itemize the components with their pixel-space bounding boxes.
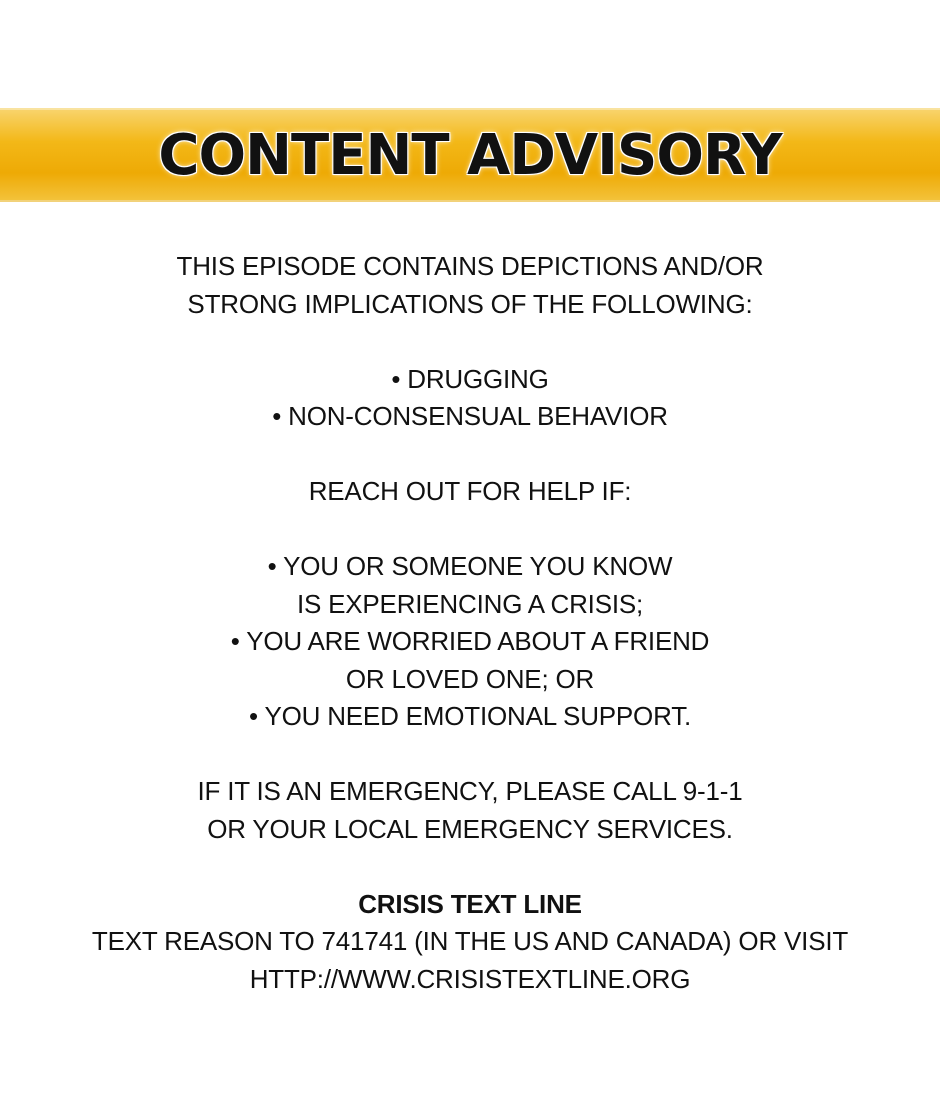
help-line: • YOU OR SOMEONE YOU KNOW — [267, 551, 673, 581]
advisory-banner — [0, 108, 940, 202]
spacer — [0, 323, 940, 361]
help-line: IS EXPERIENCING A CRISIS; — [296, 588, 644, 619]
help-line: OR LOVED ONE; OR — [345, 663, 595, 694]
crisis-text-line-title: CRISIS TEXT LINE — [358, 888, 582, 919]
help-line: • YOU ARE WORRIED ABOUT A FRIEND — [230, 626, 710, 656]
intro-line-2: STRONG IMPLICATIONS OF THE FOLLOWING: — [187, 288, 753, 319]
crisis-url: HTTP://WWW.CRISISTEXTLINE.ORG — [249, 963, 691, 994]
banner-title: CONTENT ADVISORY — [158, 123, 782, 188]
help-heading: REACH OUT FOR HELP IF: — [308, 476, 632, 506]
advisory-body — [0, 248, 940, 998]
spacer — [0, 736, 940, 774]
help-line: • YOU NEED EMOTIONAL SUPPORT. — [248, 701, 692, 731]
warning-item: • NON-CONSENSUAL BEHAVIOR — [272, 401, 668, 431]
crisis-instructions: TEXT REASON TO 741741 (IN THE US AND CANADA) OR VISIT — [91, 926, 849, 956]
emergency-line-2: OR YOUR LOCAL EMERGENCY SERVICES. — [207, 813, 733, 844]
emergency-line-1: IF IT IS AN EMERGENCY, PLEASE CALL 9-1-1 — [197, 776, 743, 806]
intro-line-1: THIS EPISODE CONTAINS DEPICTIONS AND/OR — [176, 251, 764, 281]
warning-item: • DRUGGING — [391, 363, 549, 394]
spacer — [0, 436, 940, 474]
spacer — [0, 848, 940, 886]
spacer — [0, 511, 940, 549]
